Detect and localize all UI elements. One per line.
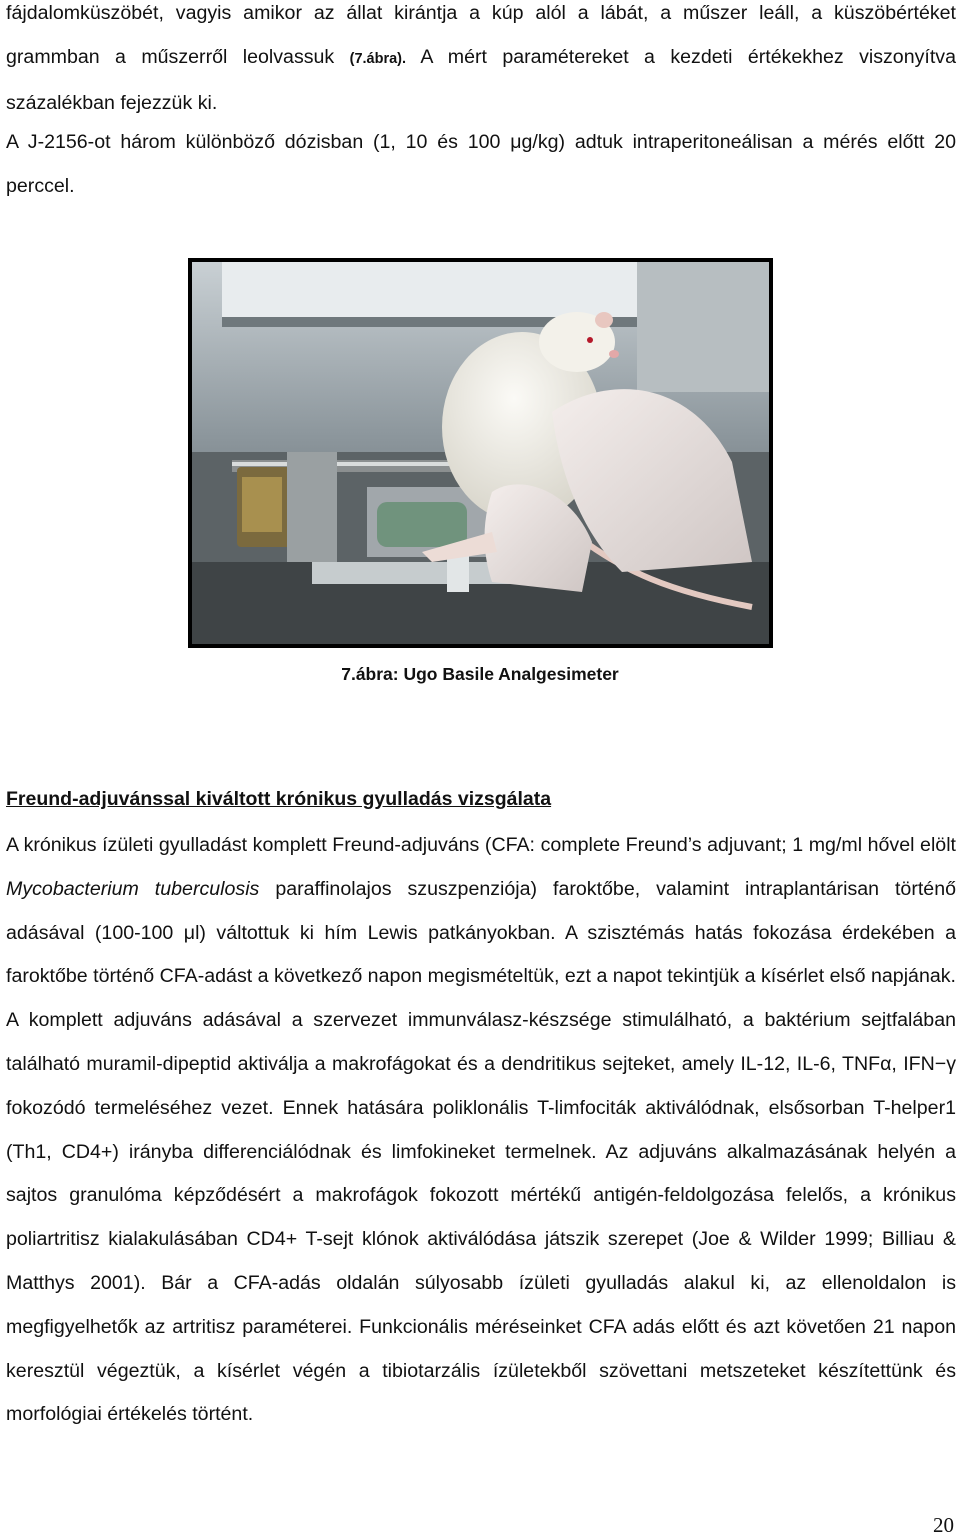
section-text-b: paraffinolajos szuszpenziója) faroktőbe, valamint intraplantárisan történő adásával (100-100 μl) váltottuk ki hím Lewis patkányokban. A szisztémás hatás fokozása érdekében a faroktőbe történő CFA-adást a következő napon megismételtük, ezt a napot tekintjük a kísérlet első napjának. A komplett adjuváns adásával a szervezet immunválasz-készsége stimulálható, a baktérium sejtfalában található muramil-dipeptid aktiválja a makrofágokat és a dendritikus sejteket, amely IL-12, IL-6, TNFα, IFN−γ fokozódó termeléséhez vezet. Ennek hatására poliklonális T-limfociták aktiválódnak, elsősorban T-helper1 (Th1, CD4+) irányba differenciálódnak és limfokineket termelnek. Az adjuváns alkalmazásának helyén a sajtos granulóma képződésért a makrofágok fokozott mértékű antigén-feldolgozása felelős, a krónikus poliartritisz kialakulásában CD4+ T-sejt klónok aktiválódása játszik szerepet (Joe & Wilder 1999; Billiau & Matthys 2001). Bár a CFA-adás oldalán súlyosabb ízületi gyulladás alakul ki, az ellenoldalon is megfigyelhetők az artritisz paraméterei. Funkcionális méréseinket CFA adás előtt és azt követően 21 napon keresztül végeztük, a kísérlet végén a tibiotarzális ízületekből szövettani metszeteket készítettünk és morfológiai értékelés történt. (6, 877, 956, 1426)
section-text-a: A krónikus ízületi gyulladást komplett Freund-adjuváns (CFA: complete Freund’s adjuvant; 1 mg/ml hővel elölt (6, 834, 956, 856)
page-number: 20 (933, 1513, 954, 1537)
analgesimeter-photo (188, 258, 773, 648)
intro-text-a: fájdalomküszöbét, vagyis amikor az állat kirántja a kúp alól a lábát, a műszer leáll, a küszöbértéket grammban a műszerről leolvassuk (6, 2, 956, 68)
figure-reference: (7.ábra). (349, 50, 407, 67)
section-paragraph (6, 824, 956, 1437)
intro-paragraph-1 (6, 0, 956, 125)
species-name: Mycobacterium tuberculosis (6, 877, 260, 900)
photo-illustration (192, 262, 769, 644)
section-heading: Freund-adjuvánssal kiváltott krónikus gyulladás vizsgálata (6, 788, 552, 810)
figure-caption: 7.ábra: Ugo Basile Analgesimeter (341, 664, 619, 684)
intro-paragraph-2: A J-2156-ot három különböző dózisban (1, 10 és 100 μg/kg) adtuk intraperitoneálisan a mérés előtt 20 perccel. (6, 131, 956, 197)
intro-text-b: A mért paramétereket a kezdeti értékekhez viszonyítva százalékban fejezzük ki. (6, 45, 956, 114)
